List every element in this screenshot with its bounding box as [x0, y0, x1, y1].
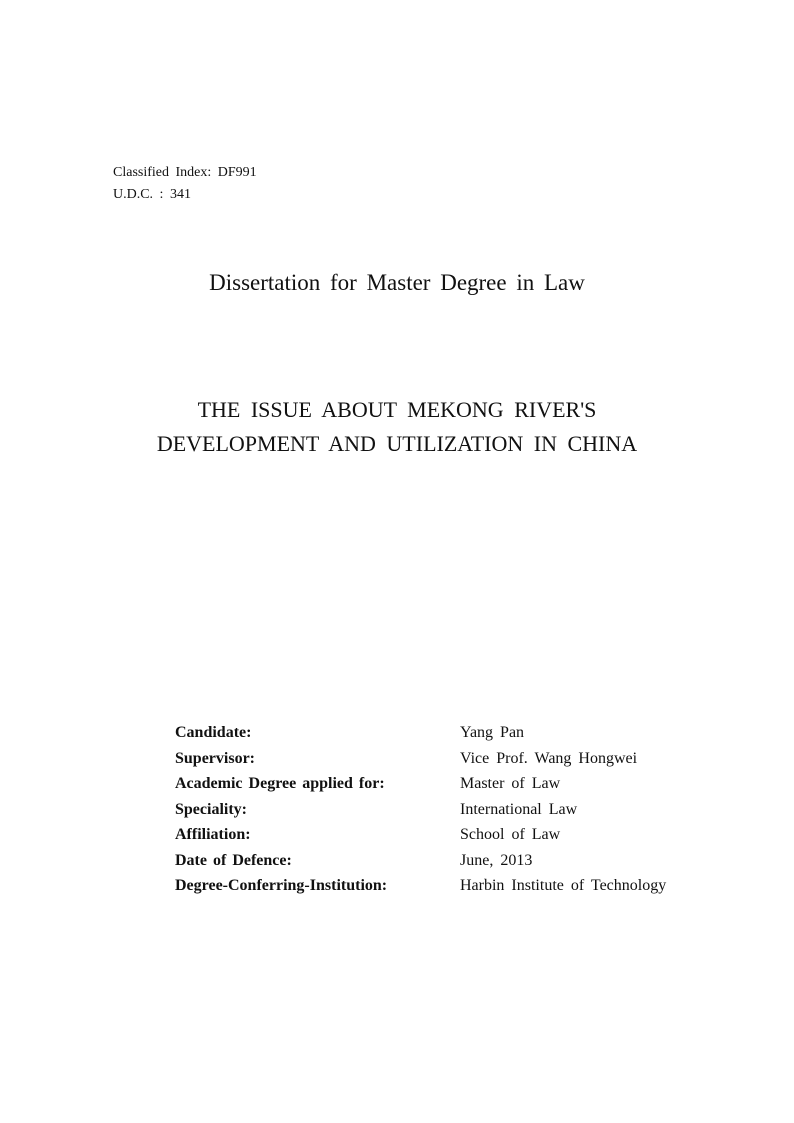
- info-value: International Law: [460, 800, 578, 818]
- degree-title: Dissertation for Master Degree in Law: [209, 270, 585, 295]
- classified-index: Classified Index: DF991: [113, 165, 257, 180]
- info-label: Candidate:: [175, 724, 252, 741]
- info-label: Affiliation:: [175, 826, 251, 843]
- info-row-candidate: [175, 720, 666, 746]
- info-value: Yang Pan: [460, 724, 525, 741]
- info-row-academic-degree: [175, 771, 666, 797]
- info-row-supervisor: [175, 746, 666, 772]
- info-row-date-of-defence: [175, 848, 666, 874]
- info-row-speciality: [175, 797, 666, 823]
- info-value: School of Law: [460, 826, 561, 843]
- thesis-title: [0, 393, 794, 461]
- info-label: Academic Degree applied for:: [175, 775, 385, 792]
- info-row-affiliation: [175, 822, 666, 848]
- thesis-title-line-1: THE ISSUE ABOUT MEKONG RIVER'S: [197, 397, 597, 422]
- info-label: Speciality:: [175, 800, 247, 818]
- info-label: Supervisor:: [175, 749, 255, 767]
- info-value: Vice Prof. Wang Hongwei: [460, 749, 638, 767]
- info-label: Degree-Conferring-Institution:: [175, 877, 388, 894]
- index-block: [113, 162, 257, 206]
- info-row-institution: [175, 873, 666, 899]
- info-table: [175, 720, 666, 899]
- info-label: Date of Defence:: [175, 851, 292, 869]
- thesis-title-line-2: DEVELOPMENT AND UTILIZATION IN CHINA: [156, 431, 638, 456]
- info-value: June, 2013: [460, 851, 533, 869]
- udc-code: U.D.C. : 341: [113, 187, 191, 202]
- info-value: Master of Law: [460, 775, 561, 792]
- info-value: Harbin Institute of Technology: [460, 877, 667, 894]
